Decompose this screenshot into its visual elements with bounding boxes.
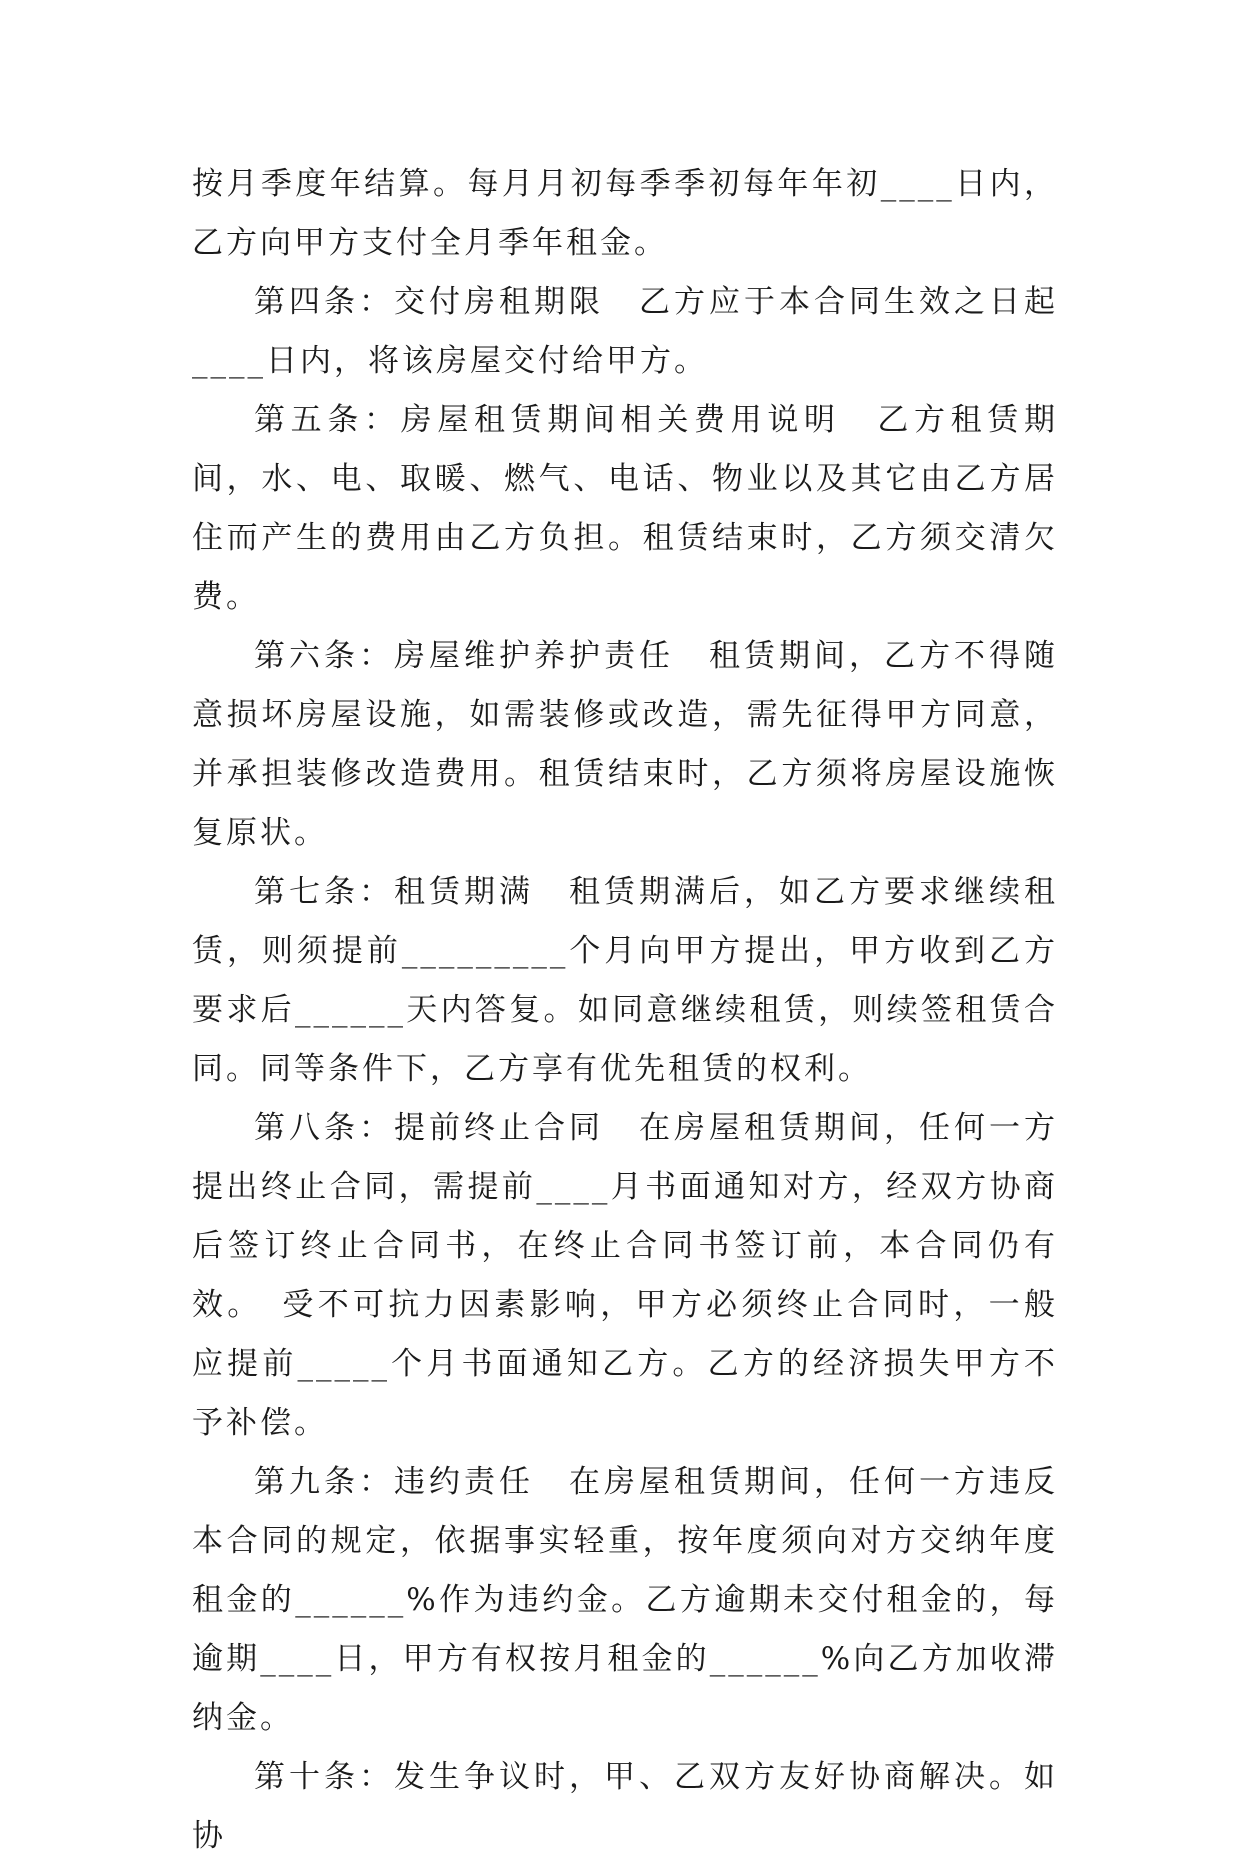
paragraph-article-6: 第六条：房屋维护养护责任 租赁期间，乙方不得随意损坏房屋设施，如需装修或改造，需先征得甲方同意，并承担装修改造费用。租赁结束时，乙方须将房屋设施恢复原状。 [192, 638, 1058, 851]
paragraph-article-10: 第十条：发生争议时，甲、乙双方友好协商解决。如协 [192, 1759, 1058, 1854]
paragraph-article-4: 第四条：交付房租期限 乙方应于本合同生效之日起____日内，将该房屋交付给甲方。 [192, 284, 1058, 379]
paragraph-rent-settlement: 按月季度年结算。每月月初每季季初每年年初____日内，乙方向甲方支付全月季年租金。 [192, 166, 1058, 261]
paragraph-article-8: 第八条：提前终止合同 在房屋租赁期间，任何一方提出终止合同，需提前____月书面通知对方，经双方协商后签订终止合同书，在终止合同书签订前，本合同仍有效。 受不可抗力因素影响，甲方必须终止合同时，一般应提前_____个月书面通知乙方。乙方的经济损失甲方不予补偿。 [192, 1110, 1058, 1441]
contract-body [192, 155, 1058, 1866]
paragraph-article-7: 第七条：租赁期满 租赁期满后，如乙方要求继续租赁，则须提前_________个月向甲方提出，甲方收到乙方要求后______天内答复。如同意继续租赁，则续签租赁合同。同等条件下，乙方享有优先租赁的权利。 [192, 874, 1058, 1087]
paragraph-article-9: 第九条：违约责任 在房屋租赁期间，任何一方违反本合同的规定，依据事实轻重，按年度须向对方交纳年度租金的______%作为违约金。乙方逾期未交付租金的，每逾期____日，甲方有权按月租金的______%向乙方加收滞纳金。 [192, 1464, 1058, 1736]
paragraph-article-5: 第五条：房屋租赁期间相关费用说明 乙方租赁期间，水、电、取暖、燃气、电话、物业以及其它由乙方居住而产生的费用由乙方负担。租赁结束时，乙方须交清欠费。 [192, 402, 1058, 615]
